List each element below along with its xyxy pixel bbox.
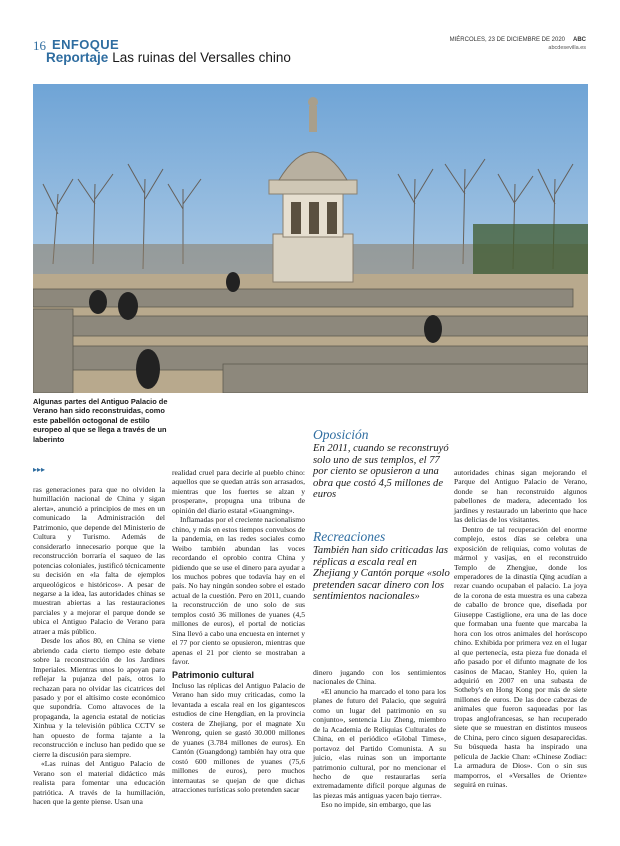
site-url: abcdesevilla.es <box>548 45 586 51</box>
paragraph: Desde los años 80, en China se viene abriendo cada cierto tiempo este debate sobre la reconstrucción de los Jardines Imperiales. Mientras unos lo apoyan para reflejar la pujanza del país, otros lo rechazan para no olvidar las cicatrices del pasado y por el altísimo coste económico que supondría. Como altavoces de la propaganda, la agencia estatal de noticias Xinhua y la televisión pública CCTV se han opuesto de forma tajante a la reconstrucción e incluso han pedido que se cierre la discusión para siempre. <box>33 636 165 759</box>
paragraph: «El anuncio ha marcado el tono para los planes de futuro del Palacio, que seguirá como un lugar del patrimonio en su conjunto», sentencia Liu Zheng, miembro de la Academia de Reliquias Culturales de China, en el periódico «Global Times», portavoz del Partido Comunista. A su juicio, «las ruinas son un importante patrimonio cultural, por no mencionar el hecho de que restaurarlas sería extremadamente difícil porque algunas de las piezas más antiguas yacen bajo tierra». <box>313 686 446 800</box>
pullquote-recreaciones <box>313 530 453 603</box>
paragraph: Eso no impide, sin embargo, que las <box>321 800 431 810</box>
date: MIÉRCOLES, 23 DE DICIEMBRE DE 2020 <box>449 37 565 43</box>
pullquote-body: En 2011, cuando se reconstruyó solo uno de sus templos, el 77 por ciento se opusieron a una obra que costó 4,5 millones de euros <box>313 443 449 501</box>
continuation-arrows: ▸▸▸ <box>33 465 46 474</box>
page-number: 16 <box>33 38 46 53</box>
date-line <box>450 37 586 43</box>
paragraph: «Las ruinas del Antiguo Palacio de Verano son el material didáctico más realista para fomentar una educación patriótica. A través de la humillación, hacen que la gente piense. Usan una <box>33 759 165 806</box>
main-photo <box>33 84 588 393</box>
headline-title: Las ruinas del Versalles chino <box>112 50 291 65</box>
paragraph: Dentro de tal recuperación del enorme complejo, estos días se celebra una exposición de reliquias, como volutas de mármol y vasijas, en el reconstruido Templo de Zhengjue, donde los emperadores de la dinastía Qing acudían a rezar cuando ocupaban el palacio. La joya de la corona de esta muestra es una cabeza de caballo de bronce que, diseñada por Giuseppe Castiglione, era una de las doce que formaban una fuente que marcaba la hora con los otros animales del horóscopo chino. Exhibida por primera vez en el lugar al que pertenecía, esta pieza fue donada el año pasado por el difunto magnate de los casinos de Macao, Stanley Ho, quien la adquirió en 2007 en una subasta de Sotheby's en Hong Kong por más de siete millones de euros. De las doce cabezas de animales que fueron saqueadas por las tropas anglofrancesas, se han recuperado siete que se muestran en distintos museos de China, pero cinco siguen desaparecidas. Su búsqueda hasta ha inspirado una película de Jackie Chan: «Chinese Zodiac: La armadura de Dios». Con o sin sus mamporros, el «Versalles de Oriente» seguirá en ruinas. <box>454 524 587 789</box>
subheading: Patrimonio cultural <box>172 669 255 680</box>
paragraph: realidad cruel para decirle al pueblo chino: aquellos que se quedan atrás son arrasados, mientras que los fuertes se alzan y prosperan», propugna una tribuna de opinión del diario estatal «Guangming». <box>172 468 305 515</box>
pullquote-oposicion <box>313 428 453 501</box>
pavilion-photo-illustration <box>33 84 588 393</box>
paragraph: Inflamadas por el creciente nacionalismo chino, y más en estos tiempos convulsos de la pandemia, en las redes sociales como Weibo también abundan las voces recordando el oprobio contra China y pidiendo que se use el dinero para ayudar a los muchos pobres que todavía hay en el país. No hay ningún sondeo sobre el estado actual de la cuestión. Pero en 2011, cuando la reconstrucción de uno solo de sus templos costó 36 millones de yuanes (4,5 millones de euros), el portal de noticias Sina llevó a cabo una encuesta en internet y el 77 por ciento se opusieron, mientras que apenas el 21 por ciento se mostraban a favor. <box>172 515 305 667</box>
paragraph: autoridades chinas sigan mejorando el Parque del Antiguo Palacio de Verano, donde se han reconstruido algunos pabellones de madera, adecentado los jardines y restaurado un laberinto que hace las delicias de los visitantes. <box>454 468 587 525</box>
body-column-2 <box>172 468 305 794</box>
paragraph: ras generaciones para que no olviden la humillación nacional de China y sigan alerta», anunció a principios de mes en un comunicado la Administración del Patrimonio, que depende del Ministerio de Cultura y Turismo. Además de considerarlo innecesario porque que la reconstrucción borraría el saqueo de las potencias coloniales, justificó técnicamente su decisión en «la falta de ejemplos arqueológicos e históricos». A pesar de negarse a la idea, las autoridades chinas se muestran abiertas a las restauraciones parciales y a mejorar el parque donde se ubica el Antiguo Palacio de Verano para atraer a más público. <box>33 485 165 636</box>
body-column-1 <box>33 485 165 806</box>
body-column-3 <box>313 668 446 810</box>
section-label: ENFOQUE <box>52 37 120 52</box>
paragraph: dinero jugando con los sentimientos nacionales de China. <box>313 668 446 687</box>
pullquote-title: Oposición <box>313 427 369 442</box>
pullquote-body: También han sido criticadas las réplicas a escala real en Zhejiang y Cantón porque «solo pretenden sacar dinero con los sentimientos nacionales» <box>313 545 450 603</box>
photo-caption: Algunas partes del Antiguo Palacio de Verano han sido reconstruidas, como este pabellón octogonal de estilo europeo al que se llega a través de un laberinto <box>33 397 168 444</box>
brand: ABC <box>573 37 586 43</box>
headline-tag: Reportaje <box>46 50 109 65</box>
paragraph: Incluso las réplicas del Antiguo Palacio de Verano han sido muy criticadas, como la levantada a escala real en los gigantescos estudios de cine Hengdian, en la provincia costera de Zhejiang, por el magnate Xu Wenrong, quien se gastó 30.000 millones de yuanes (3.784 millones de euros). En Cantón (Guangdong) también hay otra que costó 600 millones de yuanes (75,6 millones de euros), pero muchos internautas se quejan de que dichas atracciones turísticas solo pretenden sacar <box>172 680 305 794</box>
body-column-4 <box>454 468 587 789</box>
pullquote-title: Recreaciones <box>313 529 386 544</box>
headline <box>46 50 291 65</box>
